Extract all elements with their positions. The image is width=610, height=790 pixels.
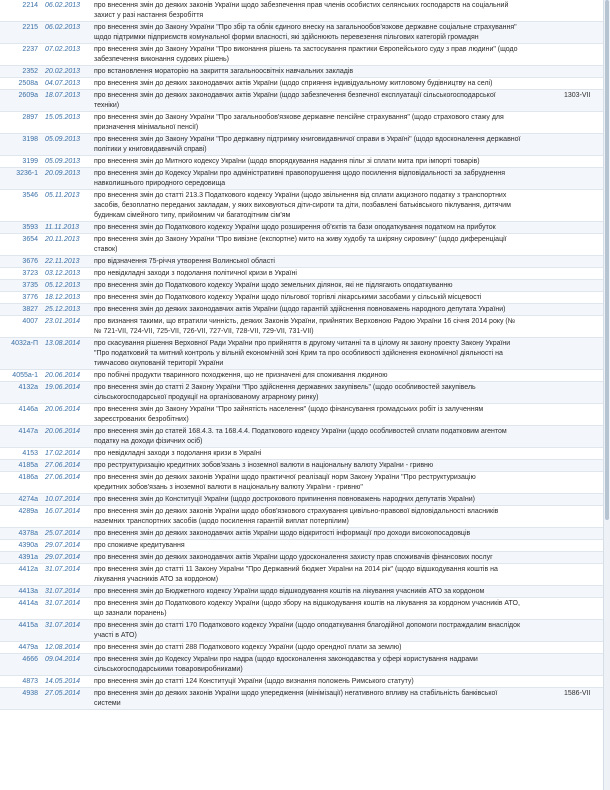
bill-title-line: про внесення змін до Податкового кодексу України щодо пільгової торгівлі лікарськими засобами у сільській місцевості — [94, 294, 482, 301]
bill-title-line: про встановлення мораторію на закриття загальноосвітніх навчальних закладів — [94, 68, 354, 75]
bill-title-line: про внесення змін до деяких законів України щодо практичної реалізації норм Закону України "Про реструктуризацію — [94, 474, 476, 481]
bill-title-line: про внесення змін до Податкового кодексу України (щодо збору на відшкодування коштів на лікування за кордоном учасників АТО, — [94, 600, 520, 607]
bill-number-link[interactable]: 2214 — [22, 2, 38, 9]
bill-title[interactable] — [94, 293, 481, 303]
bill-title-line: навколишнього природного середовища — [94, 180, 226, 187]
bill-title[interactable] — [94, 461, 433, 471]
bill-title[interactable] — [94, 643, 401, 653]
bill-title-line: політики у книговидавничій справі) — [94, 146, 207, 153]
bill-title[interactable] — [94, 257, 275, 267]
bill-row[interactable] — [0, 426, 604, 448]
bill-title[interactable] — [94, 371, 388, 381]
bill-row[interactable] — [0, 598, 604, 620]
bill-date: 27.05.2014 — [45, 690, 81, 697]
bill-number-link[interactable]: 2352 — [22, 68, 38, 75]
bill-row[interactable] — [0, 620, 604, 642]
bill-title-line: про визнання такими, що втратили чинність, деяких Законів України, прийнятих Верховною Радою України 16 січня 2014 року (№ — [94, 318, 516, 325]
bill-row[interactable] — [0, 0, 604, 22]
bill-row[interactable] — [0, 44, 604, 66]
bill-title-line: про реструктуризацію кредитних зобов'язань з іноземної валюти в національну валюту України - гривню — [94, 462, 434, 469]
bill-title-line: про споживче кредитування — [94, 542, 185, 549]
bill-number-link[interactable]: 4032а-П — [11, 340, 38, 347]
bill-title-line: "Про податковий та митний контроль у вільній економічній зоні Крим та про особливості здійснення економічної діяльності на — [94, 350, 503, 357]
bill-row[interactable] — [0, 90, 604, 112]
bill-date: 03.12.2013 — [45, 270, 81, 277]
bill-number-link[interactable]: 4666 — [22, 656, 38, 663]
law-number: 1303-VII — [564, 92, 591, 99]
bill-date: 29.07.2014 — [45, 554, 81, 561]
bill-number-link[interactable]: 3593 — [22, 224, 38, 231]
bill-row[interactable] — [0, 564, 604, 586]
bill-row[interactable] — [0, 268, 604, 280]
bill-row[interactable] — [0, 190, 604, 222]
bill-title-line: про внесення змін до статті 124 Конституції України (щодо визнання положень Римського статуту) — [94, 678, 414, 685]
bill-row[interactable] — [0, 304, 604, 316]
bill-number-link[interactable]: 4414а — [18, 600, 38, 607]
bill-row[interactable] — [0, 404, 604, 426]
law-number: 1586-VII — [564, 690, 591, 697]
bill-title[interactable] — [94, 405, 483, 425]
bill-date: 18.12.2013 — [45, 294, 81, 301]
bill-date: 16.07.2014 — [45, 508, 81, 515]
bill-title-line: про внесення змін до деяких законів України щодо упередження (мінімізації) негативного впливу на стабільність банківської — [94, 690, 498, 697]
bill-title[interactable] — [94, 587, 484, 597]
bill-number-link[interactable]: 4185а — [18, 462, 38, 469]
bill-number-link[interactable]: 3654 — [22, 236, 38, 243]
bill-number-link[interactable]: 4153 — [22, 450, 38, 457]
bill-date: 31.07.2014 — [45, 622, 81, 629]
bill-date: 27.06.2014 — [45, 474, 81, 481]
bill-date: 05.09.2013 — [45, 158, 81, 165]
bill-title-line: системи — [94, 700, 121, 707]
bill-row[interactable] — [0, 654, 604, 676]
bill-title-line: про внесення змін до Податкового кодексу України щодо розширення об'єктів та бази оподаткування податком на прибуток — [94, 224, 496, 231]
bill-number-link[interactable]: 4938 — [22, 690, 38, 697]
bill-title-line: зареєстрованих безробітних) — [94, 416, 189, 423]
bill-title-line: про внесення змін до статті 213.3 Податкового кодексу України (щодо звільнення від сплати акцизного податку з транспортних — [94, 192, 507, 199]
bill-title-line: про внесення змін до статті 170 Податкового кодексу України (щодо оподаткування благодійної допомоги постраждалим внаслідок — [94, 622, 521, 629]
bill-number-link[interactable]: 4055а-1 — [12, 372, 38, 379]
bill-title-line: про внесення змін до деяких законодавчих актів України (щодо сприяння індивідуальному житловому будівництву на селі) — [94, 80, 493, 87]
bill-title[interactable] — [94, 427, 507, 447]
bill-title-line: засобів, безоплатно переданих закладам, у яких виховуються діти-сироти та діти, позбавлені батьківського піклування, дитячим — [94, 202, 511, 209]
bill-row[interactable] — [0, 256, 604, 268]
bill-number-link[interactable]: 3546 — [22, 192, 38, 199]
bill-title-line: техніки) — [94, 102, 120, 109]
bill-title[interactable] — [94, 677, 414, 687]
bill-date: 23.01.2014 — [45, 318, 81, 325]
bill-row[interactable] — [0, 382, 604, 404]
bill-title-line: про внесення змін до Закону України "Про державну підтримку книговидавничої справи в Україні" (щодо вдосконалення державної — [94, 136, 521, 143]
bill-row[interactable] — [0, 472, 604, 494]
scrollbar-thumb[interactable] — [605, 0, 609, 520]
bill-title[interactable] — [94, 1, 508, 21]
bill-title[interactable] — [94, 317, 515, 337]
bill-title[interactable] — [94, 113, 504, 133]
bill-title-line: про внесення змін до Митного кодексу України (щодо впорядкування надання пільг зі сплати мита при імпорті товарів) — [94, 158, 480, 165]
bill-title[interactable] — [94, 23, 517, 43]
bill-row[interactable] — [0, 222, 604, 234]
vertical-scrollbar[interactable] — [603, 0, 610, 790]
bill-date: 31.07.2014 — [45, 600, 81, 607]
bill-title[interactable] — [94, 223, 496, 233]
bill-title[interactable] — [94, 281, 453, 291]
bill-date: 06.02.2013 — [45, 2, 81, 9]
bill-title-line: про внесення змін до Податкового кодексу України щодо земельних ділянок, які не підлягають оподаткуванню — [94, 282, 453, 289]
bill-date: 15.05.2013 — [45, 114, 81, 121]
bill-title-line: про відзначення 75-річчя утворення Волинської області — [94, 258, 275, 265]
bill-title[interactable] — [94, 91, 496, 111]
bill-title[interactable] — [94, 191, 511, 221]
bill-number-link[interactable]: 3236-1 — [16, 170, 38, 177]
bill-date: 09.04.2014 — [45, 656, 81, 663]
bill-title[interactable] — [94, 135, 521, 155]
bill-title[interactable] — [94, 621, 520, 641]
bill-date: 22.11.2013 — [45, 258, 80, 265]
bill-title-line: про внесення змін до Закону України "Про вивізне (експортне) мито на живу худобу та шкіряну сировину" (щодо диференціації — [94, 236, 507, 243]
bill-number-link[interactable]: 4413а — [18, 588, 38, 595]
bill-title-line: про внесення змін до Бюджетного кодексу України щодо відшкодування коштів на лікування учасників АТО за кордоном — [94, 588, 485, 595]
bill-title[interactable] — [94, 45, 518, 65]
bill-title-line: про невідкладні заходи з подолання кризи в Україні — [94, 450, 262, 457]
bill-title-line: про внесення змін до Закону України "Про зайнятість населення" (щодо фінансування громадських робіт із залученням — [94, 406, 484, 413]
bill-row[interactable] — [0, 688, 604, 710]
bill-number-link[interactable]: 4378а — [18, 530, 38, 537]
bill-title-line: ставок) — [94, 246, 118, 253]
bill-date: 11.11.2013 — [45, 224, 79, 231]
bill-row[interactable] — [0, 528, 604, 540]
bill-title[interactable] — [94, 541, 185, 551]
bill-row[interactable] — [0, 112, 604, 134]
bill-title-line: податку на доходи фізичних осіб) — [94, 438, 203, 445]
bill-row[interactable] — [0, 506, 604, 528]
bill-date: 25.12.2013 — [45, 306, 81, 313]
bill-row[interactable] — [0, 448, 604, 460]
bill-title[interactable] — [94, 655, 478, 675]
bill-date: 05.11.2013 — [45, 192, 80, 199]
bill-number-link[interactable]: 3199 — [22, 158, 38, 165]
bill-date: 20.09.2013 — [45, 170, 81, 177]
bill-date: 20.11.2013 — [45, 236, 80, 243]
bill-title[interactable] — [94, 495, 475, 505]
bill-title[interactable] — [94, 565, 498, 585]
bill-row[interactable] — [0, 540, 604, 552]
bill-row[interactable] — [0, 134, 604, 156]
bill-title-line: про внесення змін до деяких законодавчих актів України щодо удосконалення захисту прав споживачів фінансових послуг — [94, 554, 493, 561]
bill-row[interactable] — [0, 156, 604, 168]
bill-number-link[interactable]: 4873 — [22, 678, 38, 685]
bill-row[interactable] — [0, 168, 604, 190]
bill-date: 05.09.2013 — [45, 136, 81, 143]
bill-row[interactable] — [0, 22, 604, 44]
bill-date: 20.06.2014 — [45, 372, 81, 379]
bill-number-link[interactable]: 4186а — [18, 474, 38, 481]
bill-row[interactable] — [0, 642, 604, 654]
bill-row[interactable] — [0, 586, 604, 598]
bill-title[interactable] — [94, 383, 476, 403]
bill-row[interactable] — [0, 234, 604, 256]
bill-title-line: кредитних зобов'язань з іноземної валюти в національну валюту України - гривню" — [94, 484, 363, 491]
bill-number-link[interactable]: 3198 — [22, 136, 38, 143]
bill-title-line: про внесення змін до деяких законів України щодо обов'язкового страхування цивільно-правової відповідальності власників — [94, 508, 499, 515]
bill-row[interactable] — [0, 78, 604, 90]
bill-title-line: про внесення змін до статті 288 Податкового кодексу України (щодо орендної плати за землю) — [94, 644, 402, 651]
bill-number-link[interactable]: 2508а — [18, 80, 38, 87]
bill-date: 18.07.2013 — [45, 92, 81, 99]
bill-number-link[interactable]: 4007 — [22, 318, 38, 325]
bill-title-line: про внесення змін до статей 168.4.3. та 168.4.4. Податкового кодексу України (щодо особливостей сплати податковим агентом — [94, 428, 507, 435]
bill-title[interactable] — [94, 599, 520, 619]
bill-row[interactable] — [0, 292, 604, 304]
bill-date: 12.08.2014 — [45, 644, 81, 651]
bill-title-line: участі в АТО) — [94, 632, 137, 639]
bill-title[interactable] — [94, 67, 353, 77]
bill-number-link[interactable]: 3676 — [22, 258, 38, 265]
bill-title[interactable] — [94, 169, 505, 189]
bill-row[interactable] — [0, 370, 604, 382]
bill-number-link[interactable]: 2215 — [22, 24, 38, 31]
bill-title-line: про скасування рішення Верховної Ради України про прийняття в другому читанні та в цілому як закону проекту Закону України — [94, 340, 511, 347]
bill-row[interactable] — [0, 66, 604, 78]
bill-number-link[interactable]: 3723 — [22, 270, 38, 277]
bill-date: 27.06.2014 — [45, 462, 81, 469]
bill-title[interactable] — [94, 689, 497, 709]
bill-number-link[interactable]: 4132а — [18, 384, 38, 391]
bill-title-line: сільськогосподарськими товаровиробниками) — [94, 666, 243, 673]
bill-title[interactable] — [94, 507, 498, 527]
bill-number-link[interactable]: 4146а — [18, 406, 38, 413]
bill-title-line: про внесення змін до деяких законодавчих актів України (щодо гарантій здійснення повноважень народного депутата України) — [94, 306, 506, 313]
bill-title-line: сільськогосподарської продукції на організованому аграрному ринку) — [94, 394, 319, 401]
bill-title-line: про внесення змін до Кодексу України про надра (щодо вдосконалення законодавства у сфері користування надрами — [94, 656, 478, 663]
bill-row[interactable] — [0, 338, 604, 370]
bill-title-line: про внесення змін до деяких законів України щодо забезпечення прав членів особистих селянських господарств на соціальний — [94, 2, 509, 9]
bill-title[interactable] — [94, 79, 492, 89]
bill-title[interactable] — [94, 157, 480, 167]
bill-number-link[interactable]: 4390а — [18, 542, 38, 549]
bill-number-link[interactable]: 4391а — [18, 554, 38, 561]
bill-date: 14.05.2014 — [45, 678, 81, 685]
bill-title-line: щодо підтримки підприємств комунальної форми власності, які здійснюють перевезення пільгових категорій громадян — [94, 34, 479, 41]
bill-title-line: захист у разі настання безробіття — [94, 12, 204, 19]
bill-title-line: про внесення змін до статті 11 Закону України "Про Державний бюджет України на 2014 рік" (щодо відшкодування коштів на — [94, 566, 498, 573]
bill-title-line: що зазнали поранень) — [94, 610, 167, 617]
bill-number-link[interactable]: 4415а — [18, 622, 38, 629]
bill-number-link[interactable]: 3735 — [22, 282, 38, 289]
bill-row[interactable] — [0, 552, 604, 564]
bill-title-line: про внесення змін до статті 2 Закону України "Про здійснення державних закупівель" (щодо особливостей закупівель — [94, 384, 476, 391]
bill-number-link[interactable]: 2237 — [22, 46, 38, 53]
bill-title[interactable] — [94, 529, 470, 539]
bill-number-link[interactable]: 3827 — [22, 306, 38, 313]
bill-row[interactable] — [0, 280, 604, 292]
bill-title[interactable] — [94, 235, 507, 255]
bill-title[interactable] — [94, 473, 476, 493]
bill-number-link[interactable]: 3776 — [22, 294, 38, 301]
bill-row[interactable] — [0, 460, 604, 472]
bill-date: 06.02.2013 — [45, 24, 81, 31]
bill-title-line: будинкам сімейного типу, прийомним чи багатодітним сім'ям — [94, 212, 291, 219]
bill-title-line: лікування учасників АТО за кордоном) — [94, 576, 219, 583]
bill-row[interactable] — [0, 494, 604, 506]
bill-date: 25.07.2014 — [45, 530, 81, 537]
bill-title[interactable] — [94, 339, 510, 369]
bill-number-link[interactable]: 4412а — [18, 566, 38, 573]
bill-number-link[interactable]: 2897 — [22, 114, 38, 121]
bill-title-line: про внесення змін до Кодексу України про адміністративні правопорушення щодо посилення відповідальності за забруднення — [94, 170, 506, 177]
bill-date: 19.06.2014 — [45, 384, 81, 391]
bill-title-line: про внесення змін до Закону України "Про виконання рішень та застосування практики Європейського суду з прав людини" (щодо — [94, 46, 518, 53]
bill-number-link[interactable]: 2609а — [18, 92, 38, 99]
bill-number-link[interactable]: 4289а — [18, 508, 38, 515]
bill-title-line: про внесення змін до Закону України "Про збір та облік єдиного внеску на загальнообов'язкове державне соціальне страхування" — [94, 24, 517, 31]
bill-number-link[interactable]: 4479а — [18, 644, 38, 651]
bill-row[interactable] — [0, 316, 604, 338]
bill-date: 10.07.2014 — [45, 496, 81, 503]
bill-date: 20.06.2014 — [45, 406, 81, 413]
bill-date: 17.02.2014 — [45, 450, 81, 457]
bill-title-line: № 721-VII, 724-VII, 725-VII, 726-VII, 727-VII, 728-VII, 729-VII, 731-VII) — [94, 328, 314, 335]
bill-title-line: наземних транспортних засобів (щодо посилення гарантій виплат потерпілим) — [94, 518, 349, 525]
bill-title-line: призначення мінімальної пенсії) — [94, 124, 199, 131]
bill-title-line: про внесення змін до Закону України "Про загальнообов'язкове державне пенсійне страхування" (щодо страхового стажу для — [94, 114, 504, 121]
bill-date: 20.06.2014 — [45, 428, 81, 435]
bill-title-line: забезпечення виконання судових рішень) — [94, 56, 229, 63]
bill-date: 13.08.2014 — [45, 340, 81, 347]
bill-title-line: про невідкладні заходи з подолання політичної кризи в Україні — [94, 270, 297, 277]
bill-date: 20.02.2013 — [45, 68, 81, 75]
bill-title-line: про внесення змін до деяких законодавчих актів України (щодо забезпечення безпечної експлуатації сільськогосподарської — [94, 92, 496, 99]
bill-date: 31.07.2014 — [45, 588, 81, 595]
bill-title-line: про внесення змін до деяких законодавчих актів України щодо відкритості інформації про доходи високопосадовців — [94, 530, 471, 537]
bill-title-line: тимчасово окупованій території України — [94, 360, 224, 367]
bill-date: 31.07.2014 — [45, 566, 81, 573]
bill-title[interactable] — [94, 305, 505, 315]
bill-title-line: про внесення змін до Конституції України (щодо дострокового припинення повноважень народних депутатів України) — [94, 496, 475, 503]
bill-date: 07.02.2013 — [45, 46, 81, 53]
bill-title[interactable] — [94, 449, 261, 459]
bill-title[interactable] — [94, 553, 493, 563]
bill-date: 29.07.2014 — [45, 542, 81, 549]
bill-date: 05.12.2013 — [45, 282, 81, 289]
bill-title-line: про побічні продукти тваринного походження, що не призначені для споживання людиною — [94, 372, 388, 379]
bill-number-link[interactable]: 4274а — [18, 496, 38, 503]
bill-date: 04.07.2013 — [45, 80, 81, 87]
bill-title[interactable] — [94, 269, 297, 279]
bill-number-link[interactable]: 4147а — [18, 428, 38, 435]
bill-row[interactable] — [0, 676, 604, 688]
